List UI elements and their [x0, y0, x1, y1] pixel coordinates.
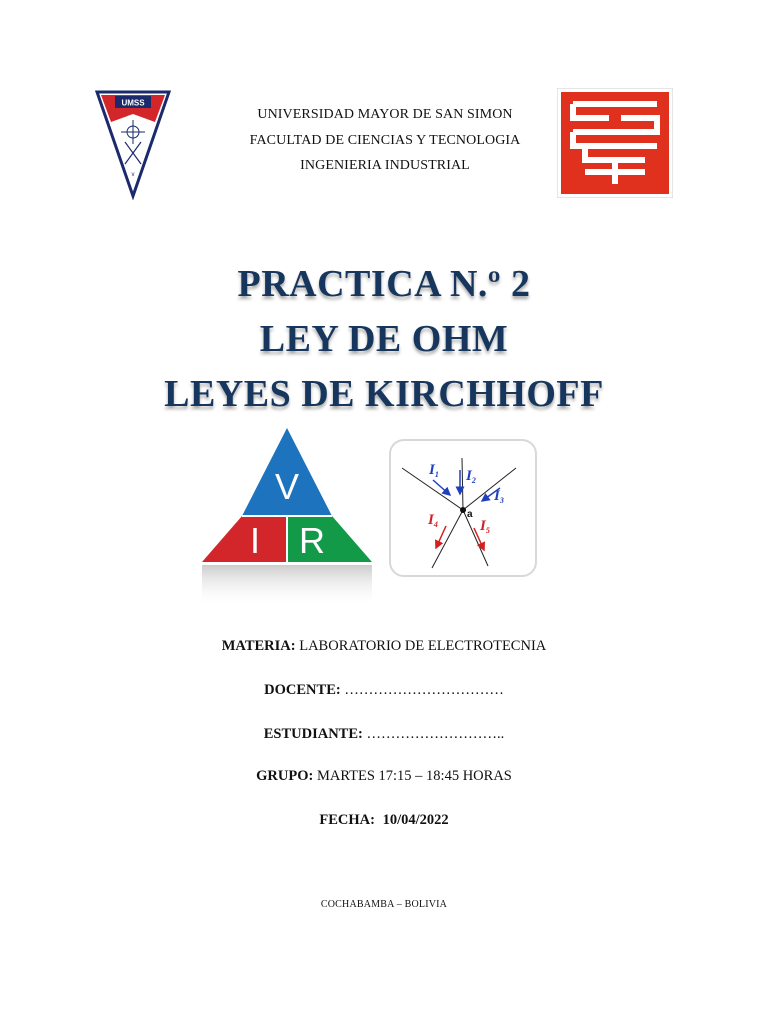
ohm-i-label: I: [249, 520, 261, 561]
header-faculty: FACULTAD DE CIENCIAS Y TECNOLOGIA: [249, 133, 521, 148]
footer-location: COCHABAMBA – BOLIVIA: [320, 899, 448, 910]
ohm-triangle-image: [200, 425, 375, 610]
fecha-value: 10/04/2022: [382, 812, 449, 828]
grupo-label: GRUPO:: [256, 768, 314, 784]
docente-label: DOCENTE:: [264, 682, 341, 698]
ohm-r-label: R: [299, 520, 325, 561]
title-kirchhoff: LEYES DE KIRCHHOFF: [164, 373, 604, 415]
node-a-dot: [460, 507, 466, 513]
kirchhoff-node-image: [388, 438, 538, 578]
current-i4-label: I: [428, 512, 434, 528]
current-i2-label: I: [466, 468, 472, 484]
info-materia: [0, 638, 768, 655]
node-a-label: a: [467, 509, 473, 520]
info-fecha: [0, 812, 768, 829]
fcyt-logo: [557, 88, 673, 198]
current-i2-subscript: 2: [471, 476, 476, 485]
current-i3-label: I: [494, 488, 500, 504]
umss-logo-text: UMSS: [121, 98, 145, 108]
info-estudiante: [0, 726, 768, 743]
current-i3-subscript: 3: [499, 496, 504, 505]
fecha-label: FECHA:: [319, 812, 375, 828]
info-docente: [0, 682, 768, 699]
umss-logo: [95, 90, 171, 200]
current-i1-label: I: [429, 462, 435, 478]
header-career: INGENIERIA INDUSTRIAL: [300, 158, 470, 173]
ohm-v-label: V: [274, 466, 300, 507]
materia-label: MATERIA:: [221, 638, 296, 654]
header-university: UNIVERSIDAD MAYOR DE SAN SIMON: [257, 107, 513, 122]
grupo-value: MARTES 17:15 – 18:45 HORAS: [316, 768, 512, 784]
title-ohm: LEY DE OHM: [259, 318, 509, 360]
current-i5-label: I: [480, 518, 486, 534]
materia-value: LABORATORIO DE ELECTROTECNIA: [299, 638, 547, 654]
svg-text:v: v: [131, 172, 135, 178]
estudiante-value: ………………………..: [366, 726, 505, 742]
current-i4-subscript: 4: [433, 520, 438, 529]
current-i1-subscript: 1: [434, 470, 439, 479]
estudiante-label: ESTUDIANTE:: [263, 726, 363, 742]
info-grupo: [0, 768, 768, 785]
docente-value: ……………………………: [344, 682, 504, 698]
title-practice: PRACTICA N.º 2: [237, 263, 531, 305]
current-i5-subscript: 5: [485, 526, 490, 535]
